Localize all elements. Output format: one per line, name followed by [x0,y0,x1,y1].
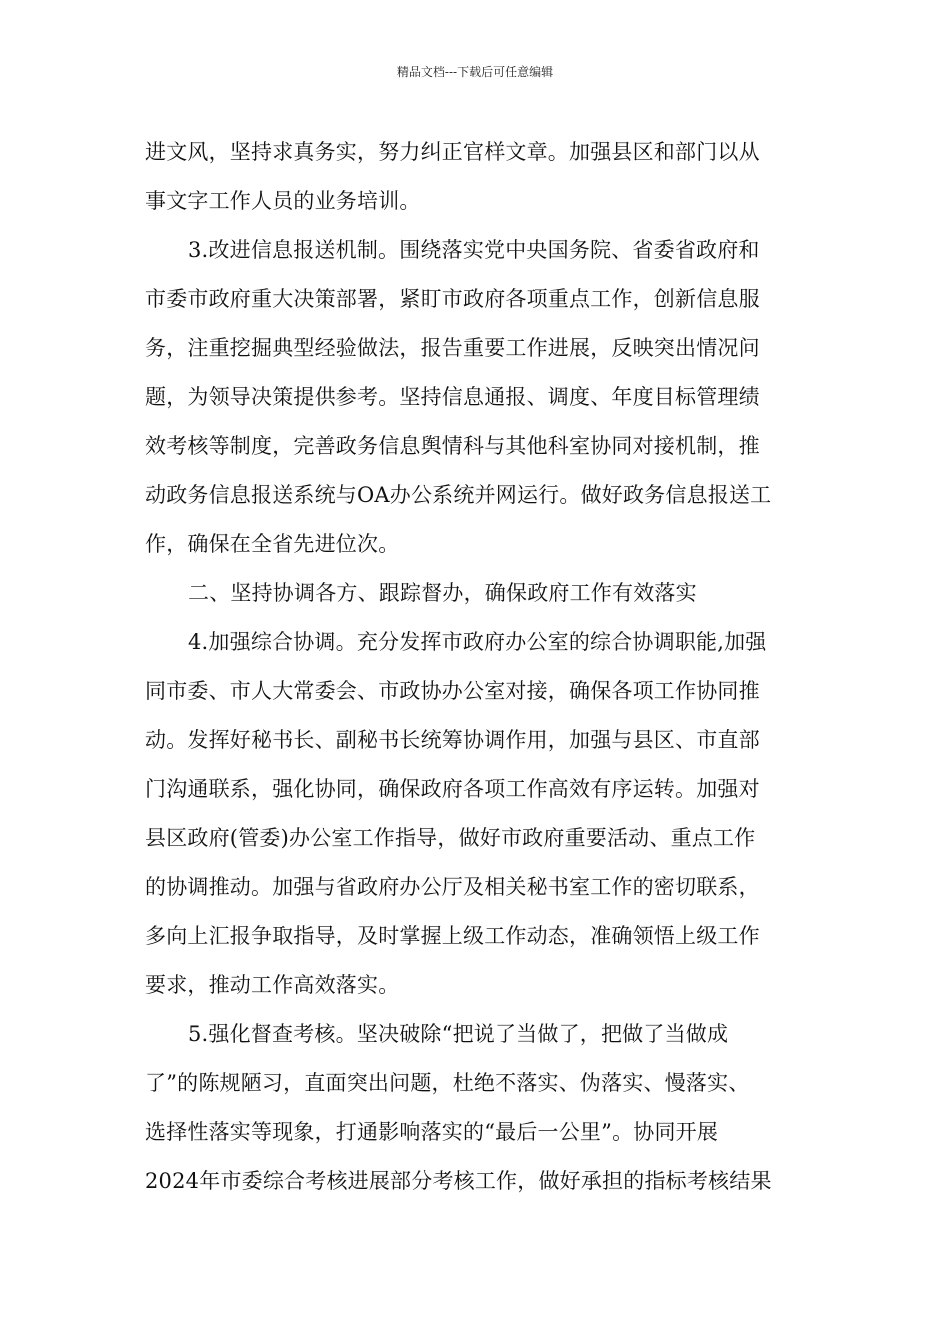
text-line: 要求，推动工作高效落实。 [145,973,400,997]
text-line: 务，注重挖掘典型经验做法，报告重要工作进展，反映突出情况问 [145,336,760,360]
text-line: 题，为领导决策提供参考。坚持信息通报、调度、年度目标管理绩 [145,385,760,409]
page-header: 精品文档---下载后可任意编辑 [396,65,554,79]
text-line: 4.加强综合协调。充分发挥市政府办公室的综合协调职能,加强 [188,630,767,654]
text-line: 的协调推动。加强与省政府办公厅及相关秘书室工作的密切联系， [145,875,760,899]
text-line: 二、坚持协调各方、跟踪督办，确保政府工作有效落实 [188,581,697,605]
text-line: 同市委、市人大常委会、市政协办公室对接，确保各项工作协同推 [145,679,760,703]
text-line: 进文风，坚持求真务实，努力纠正官样文章。加强县区和部门以从 [145,140,760,164]
text-line: 2024年市委综合考核进展部分考核工作，做好承担的指标考核结果 [145,1169,772,1193]
text-line: 事文字工作人员的业务培训。 [145,189,421,213]
text-line: 作，确保在全省先进位次。 [145,532,400,556]
text-line: 县区政府(管委)办公室工作指导，做好市政府重要活动、重点工作 [145,826,756,850]
document-body [145,128,807,1206]
text-line: 选择性落实等现象，打通影响落实的“最后一公里”。协同开展 [145,1120,719,1144]
text-line: 效考核等制度，完善政务信息舆情科与其他科室协同对接机制，推 [145,434,760,458]
text-line: 动。发挥好秘书长、副秘书长统筹协调作用，加强与县区、市直部 [145,728,760,752]
text-line: 3.改进信息报送机制。围绕落实党中央国务院、省委省政府和 [188,238,760,262]
text-line: 动政务信息报送系统与OA办公系统并网运行。做好政务信息报送工 [145,483,772,507]
text-line: 多向上汇报争取指导，及时掌握上级工作动态，准确领悟上级工作 [145,924,760,948]
text-line: 5.强化督查考核。坚决破除“把说了当做了，把做了当做成 [188,1022,729,1046]
text-line: 门沟通联系，强化协同，确保政府各项工作高效有序运转。加强对 [145,777,760,801]
text-line: 市委市政府重大决策部署，紧盯市政府各项重点工作，创新信息服 [145,287,760,311]
text-line: 了”的陈规陋习，直面突出问题，杜绝不落实、伪落实、慢落实、 [145,1071,750,1095]
